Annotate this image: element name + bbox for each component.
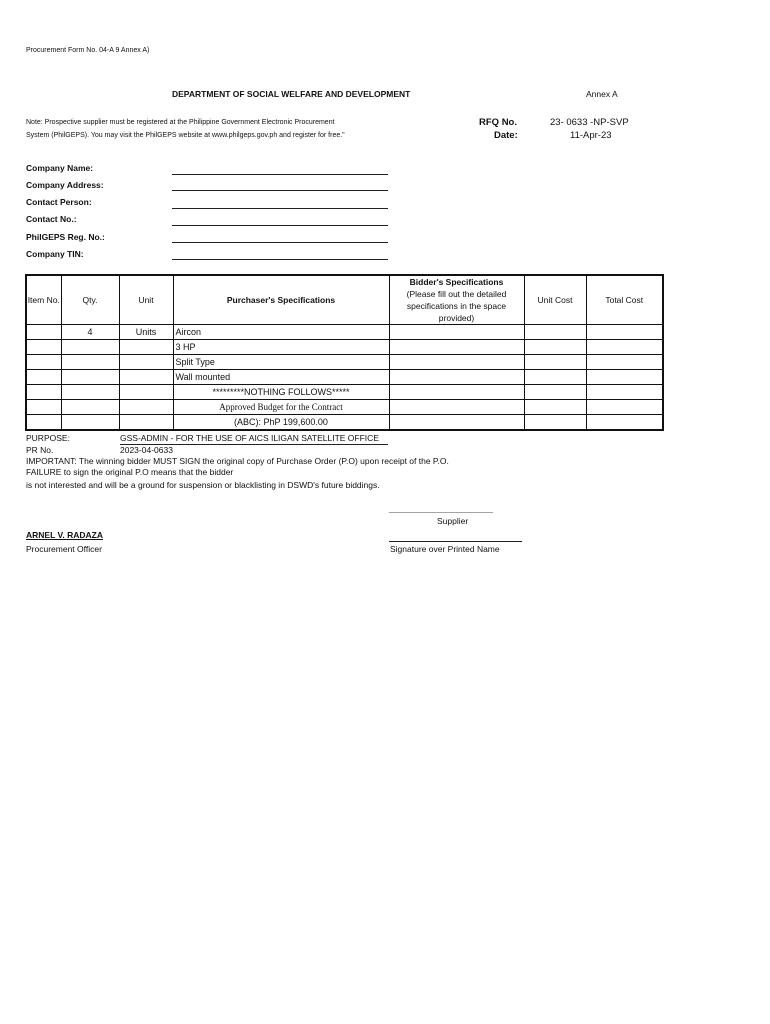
supplier-sign-line: ______________________ (389, 503, 494, 513)
qty-cell (61, 340, 119, 355)
company-name-label: Company Name: (26, 163, 94, 173)
header-qty: Qty. (61, 275, 119, 325)
items-table (25, 274, 664, 431)
header-purchaser-specs: Purchaser's Specifications (173, 275, 389, 325)
qty-cell (61, 400, 119, 415)
form-number: Procurement Form No. 04-A 9 Annex A) (26, 47, 150, 54)
contact-person-label: Contact Person: (26, 197, 92, 207)
signature-line[interactable] (389, 541, 522, 542)
company-name-field[interactable] (172, 174, 388, 175)
total-cost-cell[interactable] (586, 355, 663, 370)
header-total-cost: Total Cost (586, 275, 663, 325)
company-tin-label: Company TIN: (26, 249, 84, 259)
company-tin-field[interactable] (172, 259, 388, 260)
spec-cell: Aircon (173, 325, 389, 340)
item-no-cell[interactable] (26, 370, 61, 385)
unit-cell (119, 400, 173, 415)
qty-cell (61, 370, 119, 385)
company-address-field[interactable] (172, 190, 388, 191)
rfq-date-value: 11-Apr-23 (570, 130, 612, 141)
contact-no-label: Contact No.: (26, 214, 77, 224)
bidder-spec-cell[interactable] (389, 340, 524, 355)
item-no-cell[interactable] (26, 415, 61, 431)
table-row (26, 340, 663, 355)
officer-name: ARNEL V. RADAZA (26, 530, 103, 540)
important-line-1: IMPORTANT: The winning bidder MUST SIGN the original copy of Purchase Order (P.O) upon receipt of the P.O. (26, 456, 449, 466)
unit-cost-cell[interactable] (524, 385, 586, 400)
total-cost-cell[interactable] (586, 385, 663, 400)
item-no-cell[interactable] (26, 400, 61, 415)
philgeps-reg-label: PhilGEPS Reg. No.: (26, 232, 105, 242)
abc-value-cell: (ABC): PhP 199,600.00 (173, 415, 389, 431)
header-bidder-specs-note: (Please fill out the detailed specifications in the space provided) (406, 289, 507, 323)
spec-cell: Wall mounted (173, 370, 389, 385)
purpose-value: GSS-ADMIN - FOR THE USE OF AICS ILIGAN SATELLITE OFFICE (120, 433, 379, 443)
rfq-no-label: RFQ No. (479, 117, 517, 128)
table-row (26, 355, 663, 370)
rfq-date-label: Date: (494, 130, 518, 141)
unit-cost-cell[interactable] (524, 415, 586, 431)
qty-cell (61, 355, 119, 370)
total-cost-cell[interactable] (586, 370, 663, 385)
annex-label: Annex A (586, 89, 618, 99)
unit-cell (119, 370, 173, 385)
abc-label-cell: Approved Budget for the Contract (173, 400, 389, 415)
bidder-spec-cell[interactable] (389, 370, 524, 385)
table-row (26, 325, 663, 340)
table-row (26, 415, 663, 431)
table-row (26, 400, 663, 415)
qty-cell (61, 385, 119, 400)
item-no-cell[interactable] (26, 340, 61, 355)
page-title: DEPARTMENT OF SOCIAL WELFARE AND DEVELOPMENT (172, 89, 411, 99)
unit-cost-cell[interactable] (524, 400, 586, 415)
unit-cost-cell[interactable] (524, 325, 586, 340)
unit-cell (119, 385, 173, 400)
unit-cell (119, 355, 173, 370)
item-no-cell[interactable] (26, 385, 61, 400)
header-item-no: Item No. (26, 275, 61, 325)
spec-cell: 3 HP (173, 340, 389, 355)
header-unit-cost: Unit Cost (524, 275, 586, 325)
contact-no-field[interactable] (172, 225, 388, 226)
unit-cell: Units (119, 325, 173, 340)
pr-no-value: 2023-04-0633 (120, 445, 173, 455)
header-bidder-specs (389, 275, 524, 325)
table-header-row (26, 275, 663, 325)
rfq-no-value: 23- 0633 -NP-SVP (550, 117, 629, 128)
purpose-label: PURPOSE: (26, 433, 70, 443)
qty-cell (61, 415, 119, 431)
bidder-spec-cell[interactable] (389, 400, 524, 415)
unit-cost-cell[interactable] (524, 340, 586, 355)
table-row (26, 370, 663, 385)
officer-title: Procurement Officer (26, 544, 102, 554)
philgeps-reg-field[interactable] (172, 242, 388, 243)
supplier-label: Supplier (437, 516, 469, 526)
item-no-cell[interactable] (26, 355, 61, 370)
spec-cell: Split Type (173, 355, 389, 370)
total-cost-cell[interactable] (586, 340, 663, 355)
important-line-3: is not interested and will be a ground for suspension or blacklisting in DSWD's future biddings. (26, 480, 380, 490)
bidder-spec-cell[interactable] (389, 415, 524, 431)
note-line-2: System (PhilGEPS). You may visit the PhilGEPS website at www.philgeps.gov.ph and register for free." (26, 132, 345, 139)
unit-cost-cell[interactable] (524, 370, 586, 385)
total-cost-cell[interactable] (586, 325, 663, 340)
total-cost-cell[interactable] (586, 415, 663, 431)
note-line-1: Note: Prospective supplier must be registered at the Philippine Government Electronic Procurement (26, 119, 335, 126)
bidder-spec-cell[interactable] (389, 355, 524, 370)
unit-cell (119, 415, 173, 431)
header-bidder-specs-title: Bidder's Specifications (409, 277, 504, 287)
pr-no-label: PR No. (26, 445, 54, 455)
company-address-label: Company Address: (26, 180, 104, 190)
item-no-cell[interactable] (26, 325, 61, 340)
signature-label: Signature over Printed Name (390, 544, 500, 554)
bidder-spec-cell[interactable] (389, 325, 524, 340)
unit-cost-cell[interactable] (524, 355, 586, 370)
important-line-2: FAILURE to sign the original P.O means that the bidder (26, 467, 234, 477)
table-row (26, 385, 663, 400)
nothing-follows-cell: *********NOTHING FOLLOWS***** (173, 385, 389, 400)
total-cost-cell[interactable] (586, 400, 663, 415)
unit-cell (119, 340, 173, 355)
header-unit: Unit (119, 275, 173, 325)
bidder-spec-cell[interactable] (389, 385, 524, 400)
qty-cell: 4 (61, 325, 119, 340)
contact-person-field[interactable] (172, 208, 388, 209)
